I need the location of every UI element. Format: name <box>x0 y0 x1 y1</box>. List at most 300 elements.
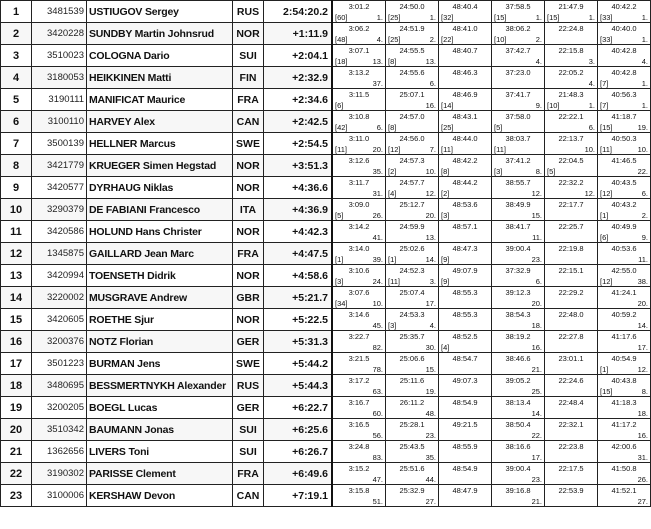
split-rank: 6. <box>535 277 542 286</box>
split-cell <box>439 111 492 133</box>
split-cell <box>332 419 386 441</box>
split-time: 24:56.0 <box>399 134 425 143</box>
finish-time: +5:44.3 <box>264 375 333 397</box>
fis-code: 3510023 <box>32 45 87 67</box>
split-rank: 14. <box>425 255 436 264</box>
split-time: 38:41.7 <box>505 222 531 231</box>
split-rank: 31. <box>637 453 648 462</box>
split-time: 37:32.9 <box>505 266 531 275</box>
split-cell <box>492 133 545 155</box>
split-time: 37:58.5 <box>505 2 531 11</box>
split-time: 48:55.3 <box>452 310 478 319</box>
split-time: 41:17.6 <box>611 332 637 341</box>
split-cell <box>332 375 386 397</box>
split-time: 48:46.3 <box>452 68 478 77</box>
split-time: 37:23.0 <box>505 68 531 77</box>
split-time: 48:53.6 <box>452 200 478 209</box>
split-cell <box>332 221 386 243</box>
table-row <box>1 199 651 221</box>
fis-code: 3420577 <box>32 177 87 199</box>
nation-code: FIN <box>233 67 264 89</box>
split-rank: 12. <box>584 189 595 198</box>
split-time: 22:05.2 <box>558 68 584 77</box>
split-rank: 82. <box>372 343 383 352</box>
split-rank: 39. <box>372 255 383 264</box>
split-time: 22:27.8 <box>558 332 584 341</box>
split-rank: 21. <box>531 365 542 374</box>
split-time: 22:24.6 <box>558 376 584 385</box>
split-cell <box>598 133 651 155</box>
rank-cell: 14 <box>1 287 32 309</box>
split-rank: 4. <box>429 321 436 330</box>
split-cell <box>386 441 439 463</box>
split-cell <box>545 397 598 419</box>
nation-code: RUS <box>233 375 264 397</box>
split-cell <box>386 331 439 353</box>
split-time: 40:42.8 <box>611 46 637 55</box>
split-rank: 26. <box>637 475 648 484</box>
split-bonus: [15] <box>600 387 613 396</box>
split-rank: 9. <box>535 101 542 110</box>
split-time: 48:47.9 <box>452 486 478 495</box>
split-cell <box>386 309 439 331</box>
split-time: 48:40.4 <box>452 2 478 11</box>
split-cell <box>492 111 545 133</box>
split-bonus: [9] <box>441 277 450 286</box>
split-rank: 23. <box>425 431 436 440</box>
rank-cell: 18 <box>1 375 32 397</box>
split-cell <box>386 111 439 133</box>
split-time: 48:47.3 <box>452 244 478 253</box>
split-cell <box>598 463 651 485</box>
athlete-name: LIVERS Toni <box>87 441 233 463</box>
split-rank: 24. <box>372 277 383 286</box>
split-cell <box>492 45 545 67</box>
split-time: 49:07.3 <box>452 376 478 385</box>
table-row <box>1 309 651 331</box>
split-time: 39:12.3 <box>505 288 531 297</box>
fis-code: 3100110 <box>32 111 87 133</box>
split-bonus: [4] <box>388 189 397 198</box>
athlete-name: BAUMANN Jonas <box>87 419 233 441</box>
split-time: 25:12.7 <box>399 200 425 209</box>
split-bonus: [15] <box>600 123 613 132</box>
split-cell <box>439 89 492 111</box>
split-rank: 13. <box>425 233 436 242</box>
split-cell <box>439 353 492 375</box>
split-rank: 6. <box>641 189 648 198</box>
split-cell <box>332 67 386 89</box>
athlete-name: KRUEGER Simen Hegstad <box>87 155 233 177</box>
split-rank: 3. <box>429 277 436 286</box>
split-bonus: [25] <box>388 35 401 44</box>
split-cell <box>598 485 651 507</box>
split-rank: 6. <box>429 79 436 88</box>
split-time: 38:55.7 <box>505 178 531 187</box>
split-time: 25:28.1 <box>399 420 425 429</box>
split-cell <box>598 353 651 375</box>
split-time: 39:00.4 <box>505 464 531 473</box>
split-cell <box>492 177 545 199</box>
split-cell <box>439 287 492 309</box>
split-cell <box>545 199 598 221</box>
split-cell <box>598 89 651 111</box>
split-cell <box>332 331 386 353</box>
split-time: 48:52.5 <box>452 332 478 341</box>
table-row <box>1 45 651 67</box>
split-rank: 15. <box>425 365 436 374</box>
split-bonus: [25] <box>388 13 401 22</box>
fis-code: 3481539 <box>32 1 87 23</box>
fis-code: 3100006 <box>32 485 87 507</box>
nation-code: SWE <box>233 353 264 375</box>
split-time: 22:48.0 <box>558 310 584 319</box>
split-time: 22:32.1 <box>558 420 584 429</box>
rank-cell: 6 <box>1 111 32 133</box>
nation-code: NOR <box>233 23 264 45</box>
split-bonus: [15] <box>494 13 507 22</box>
athlete-name: ROETHE Sjur <box>87 309 233 331</box>
split-rank: 27. <box>637 497 648 506</box>
split-cell <box>439 177 492 199</box>
split-cell <box>439 309 492 331</box>
split-cell <box>545 463 598 485</box>
split-rank: 31. <box>372 189 383 198</box>
split-bonus: [33] <box>600 35 613 44</box>
split-rank: 12. <box>637 365 648 374</box>
split-time: 49:21.5 <box>452 420 478 429</box>
split-rank: 14. <box>637 321 648 330</box>
split-rank: 25. <box>531 387 542 396</box>
split-bonus: [12] <box>600 277 613 286</box>
split-bonus: [12] <box>388 145 401 154</box>
split-time: 37:41.2 <box>505 156 531 165</box>
nation-code: SWE <box>233 133 264 155</box>
finish-time: +6:25.6 <box>264 419 333 441</box>
split-cell <box>386 287 439 309</box>
table-row <box>1 243 651 265</box>
split-bonus: [6] <box>335 101 344 110</box>
rank-cell: 17 <box>1 353 32 375</box>
split-cell <box>332 397 386 419</box>
rank-cell: 13 <box>1 265 32 287</box>
table-row <box>1 221 651 243</box>
split-cell <box>386 67 439 89</box>
split-time: 38:54.3 <box>505 310 531 319</box>
split-cell <box>492 331 545 353</box>
nation-code: CAN <box>233 111 264 133</box>
split-time: 25:35.7 <box>399 332 425 341</box>
finish-time: +4:36.9 <box>264 199 333 221</box>
split-cell <box>492 155 545 177</box>
split-time: 48:57.1 <box>452 222 478 231</box>
split-time: 3:16.7 <box>348 398 370 407</box>
split-cell <box>439 155 492 177</box>
split-bonus: [8] <box>388 123 397 132</box>
table-row <box>1 23 651 45</box>
fis-code: 3420994 <box>32 265 87 287</box>
fis-code: 3510342 <box>32 419 87 441</box>
split-cell <box>545 221 598 243</box>
split-time: 3:11.5 <box>348 90 370 99</box>
split-time: 40:40.0 <box>611 24 637 33</box>
split-rank: 16. <box>637 431 648 440</box>
athlete-name: HARVEY Alex <box>87 111 233 133</box>
split-rank: 17. <box>531 453 542 462</box>
split-time: 3:16.5 <box>348 420 370 429</box>
split-time: 38:13.4 <box>505 398 531 407</box>
split-bonus: [4] <box>441 343 450 352</box>
split-bonus: [5] <box>335 211 344 220</box>
split-cell <box>386 243 439 265</box>
split-time: 25:32.9 <box>399 486 425 495</box>
fis-code: 3190302 <box>32 463 87 485</box>
split-time: 48:55.9 <box>452 442 478 451</box>
split-bonus: [11] <box>441 145 453 154</box>
split-cell <box>492 375 545 397</box>
split-rank: 10. <box>584 145 595 154</box>
split-rank: 12. <box>425 189 436 198</box>
split-time: 22:29.2 <box>558 288 584 297</box>
split-time: 25:06.6 <box>399 354 425 363</box>
split-time: 22:17.7 <box>558 200 584 209</box>
split-time: 48:44.2 <box>452 178 478 187</box>
split-time: 48:54.9 <box>452 398 478 407</box>
nation-code: FRA <box>233 89 264 111</box>
split-cell <box>545 67 598 89</box>
split-rank: 41. <box>372 233 383 242</box>
split-cell <box>598 331 651 353</box>
split-rank: 9. <box>641 233 648 242</box>
fis-code: 3421779 <box>32 155 87 177</box>
split-bonus: [10] <box>547 101 560 110</box>
split-cell <box>332 111 386 133</box>
split-time: 24:55.5 <box>399 46 425 55</box>
split-rank: 17. <box>637 343 648 352</box>
table-row <box>1 441 651 463</box>
split-cell <box>598 243 651 265</box>
split-time: 40:42.8 <box>611 68 637 77</box>
split-cell <box>492 23 545 45</box>
split-bonus: [5] <box>494 123 503 132</box>
split-rank: 23. <box>531 475 542 484</box>
split-bonus: [7] <box>600 101 609 110</box>
split-cell <box>386 265 439 287</box>
fis-code: 3420586 <box>32 221 87 243</box>
split-time: 25:11.6 <box>399 376 425 385</box>
split-time: 41:50.8 <box>611 464 637 473</box>
split-time: 3:10.6 <box>348 266 370 275</box>
split-cell <box>439 45 492 67</box>
split-time: 24:52.3 <box>399 266 425 275</box>
split-rank: 63. <box>372 387 383 396</box>
split-rank: 51. <box>372 497 383 506</box>
table-row <box>1 419 651 441</box>
split-bonus: [12] <box>600 189 613 198</box>
nation-code: NOR <box>233 221 264 243</box>
split-rank: 22. <box>531 431 542 440</box>
split-time: 24:59.9 <box>399 222 425 231</box>
split-time: 22:22.1 <box>558 112 584 121</box>
split-cell <box>598 287 651 309</box>
nation-code: NOR <box>233 265 264 287</box>
split-cell <box>598 1 651 23</box>
split-rank: 17. <box>425 299 436 308</box>
split-bonus: [6] <box>600 233 609 242</box>
split-cell <box>332 199 386 221</box>
split-rank: 20. <box>531 299 542 308</box>
split-time: 41:52.1 <box>611 486 637 495</box>
split-time: 3:06.2 <box>348 24 370 33</box>
split-bonus: [11] <box>494 145 506 154</box>
split-time: 23:01.1 <box>558 354 584 363</box>
split-rank: 27. <box>425 497 436 506</box>
split-cell <box>439 265 492 287</box>
athlete-name: TOENSETH Didrik <box>87 265 233 287</box>
split-rank: 1. <box>588 101 595 110</box>
split-time: 3:14.2 <box>348 222 370 231</box>
split-bonus: [1] <box>600 365 609 374</box>
nation-code: NOR <box>233 177 264 199</box>
nation-code: ITA <box>233 199 264 221</box>
split-cell <box>598 23 651 45</box>
athlete-name: PARISSE Clement <box>87 463 233 485</box>
split-bonus: [1] <box>600 211 609 220</box>
split-time: 42:00.6 <box>611 442 637 451</box>
split-time: 26:11.2 <box>399 398 425 407</box>
split-rank: 1. <box>588 13 595 22</box>
split-cell <box>332 155 386 177</box>
split-cell <box>332 133 386 155</box>
split-cell <box>332 45 386 67</box>
finish-time: +4:58.6 <box>264 265 333 287</box>
split-time: 41:18.7 <box>611 112 637 121</box>
split-cell <box>598 265 651 287</box>
split-rank: 18. <box>637 409 648 418</box>
finish-time: +2:34.6 <box>264 89 333 111</box>
split-rank: 4. <box>535 57 542 66</box>
split-bonus: [2] <box>388 167 397 176</box>
split-time: 40:43.2 <box>611 200 637 209</box>
athlete-name: NOTZ Florian <box>87 331 233 353</box>
split-cell <box>492 199 545 221</box>
split-time: 22:53.9 <box>558 486 584 495</box>
split-cell <box>598 441 651 463</box>
split-rank: 8. <box>641 387 648 396</box>
split-rank: 1. <box>429 13 436 22</box>
table-row <box>1 89 651 111</box>
split-time: 3:07.1 <box>348 46 370 55</box>
split-cell <box>492 353 545 375</box>
split-bonus: [3] <box>441 211 450 220</box>
split-rank: 60. <box>372 409 383 418</box>
split-time: 37:41.7 <box>505 90 531 99</box>
split-cell <box>332 441 386 463</box>
split-rank: 45. <box>372 321 383 330</box>
table-row <box>1 331 651 353</box>
athlete-name: MANIFICAT Maurice <box>87 89 233 111</box>
split-time: 25:43.5 <box>399 442 425 451</box>
split-cell <box>492 221 545 243</box>
split-cell <box>386 397 439 419</box>
split-time: 25:07.1 <box>399 90 425 99</box>
athlete-name: COLOGNA Dario <box>87 45 233 67</box>
split-time: 3:13.2 <box>348 68 370 77</box>
split-time: 22:13.7 <box>558 134 584 143</box>
nation-code: FRA <box>233 463 264 485</box>
split-time: 40:56.3 <box>611 90 637 99</box>
split-cell <box>598 155 651 177</box>
split-rank: 8. <box>535 167 542 176</box>
split-rank: 44. <box>425 475 436 484</box>
split-time: 40:50.3 <box>611 134 637 143</box>
fis-code: 3420228 <box>32 23 87 45</box>
rank-cell: 1 <box>1 1 32 23</box>
fis-code: 3180053 <box>32 67 87 89</box>
split-rank: 1. <box>641 35 648 44</box>
split-cell <box>439 23 492 45</box>
split-cell <box>598 221 651 243</box>
split-rank: 6. <box>588 123 595 132</box>
fis-code: 3500139 <box>32 133 87 155</box>
split-cell <box>439 485 492 507</box>
split-time: 3:11.7 <box>348 178 370 187</box>
split-time: 40:43.8 <box>611 376 637 385</box>
split-time: 22:15.8 <box>558 46 584 55</box>
results-body <box>1 1 651 507</box>
split-cell <box>598 67 651 89</box>
split-rank: 2. <box>429 35 436 44</box>
split-rank: 1. <box>641 101 648 110</box>
fis-code: 1345875 <box>32 243 87 265</box>
split-cell <box>332 287 386 309</box>
athlete-name: SUNDBY Martin Johnsrud <box>87 23 233 45</box>
split-time: 22:48.4 <box>558 398 584 407</box>
split-time: 40:42.2 <box>611 2 637 11</box>
split-cell <box>332 265 386 287</box>
athlete-name: DE FABIANI Francesco <box>87 199 233 221</box>
split-rank: 20. <box>372 145 383 154</box>
split-rank: 1. <box>535 13 542 22</box>
split-cell <box>439 243 492 265</box>
split-cell <box>545 155 598 177</box>
table-row <box>1 463 651 485</box>
split-time: 21:48.3 <box>558 90 584 99</box>
split-bonus: [2] <box>441 189 450 198</box>
split-bonus: [11] <box>600 145 612 154</box>
split-time: 38:50.4 <box>505 420 531 429</box>
table-row <box>1 397 651 419</box>
split-cell <box>545 1 598 23</box>
split-cell <box>492 89 545 111</box>
split-cell <box>598 397 651 419</box>
split-cell <box>545 45 598 67</box>
fis-code: 3501223 <box>32 353 87 375</box>
finish-time: +4:42.3 <box>264 221 333 243</box>
split-cell <box>545 23 598 45</box>
split-time: 3:15.8 <box>348 486 370 495</box>
split-bonus: [15] <box>547 13 560 22</box>
split-rank: 3. <box>588 57 595 66</box>
split-time: 48:41.0 <box>452 24 478 33</box>
split-rank: 12. <box>531 189 542 198</box>
split-cell <box>545 133 598 155</box>
split-time: 48:54.9 <box>452 464 478 473</box>
split-time: 3:15.2 <box>348 464 370 473</box>
split-rank: 1. <box>641 79 648 88</box>
split-time: 48:42.2 <box>452 156 478 165</box>
split-cell <box>545 111 598 133</box>
